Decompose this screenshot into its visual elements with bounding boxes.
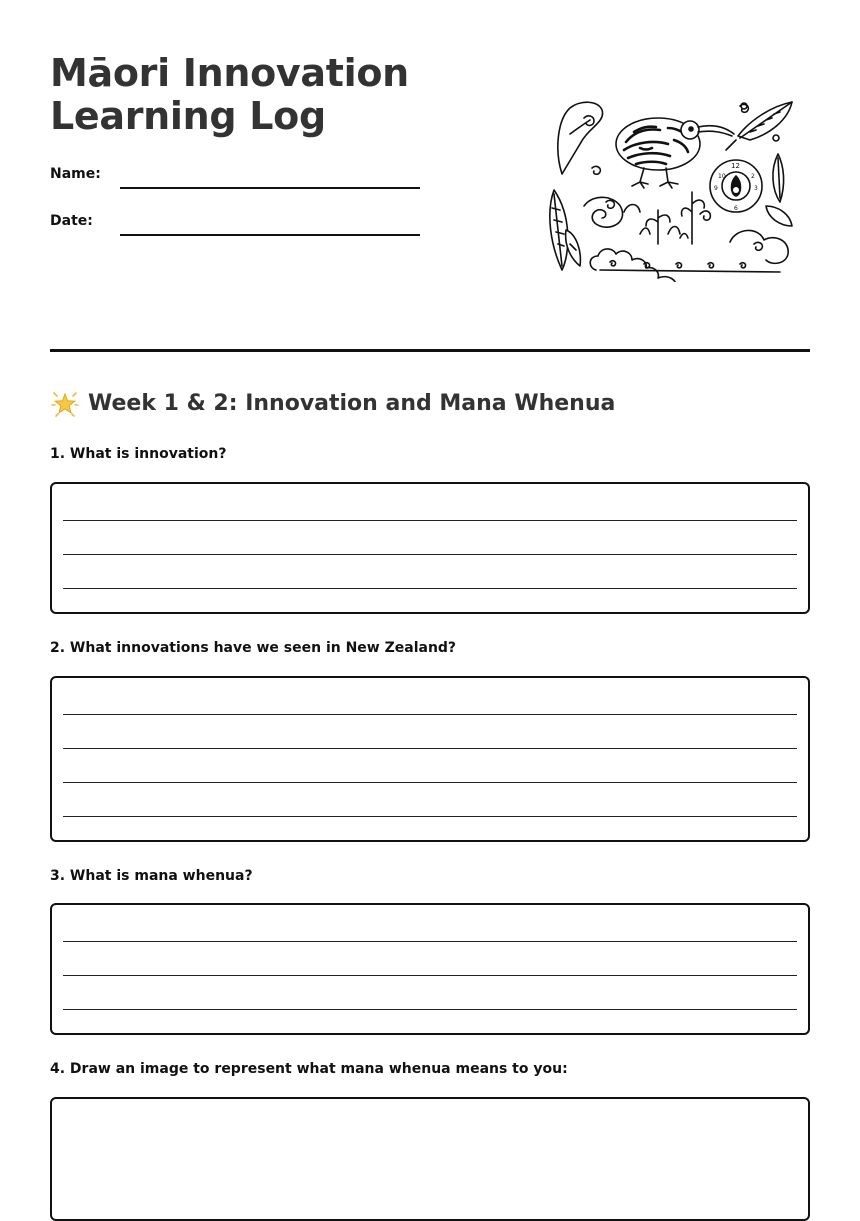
glowing-star-icon bbox=[50, 389, 80, 419]
answer-box-2[interactable] bbox=[50, 676, 810, 842]
maori-kiwi-doodle-illustration-icon bbox=[540, 94, 796, 282]
date-field-line[interactable] bbox=[120, 234, 420, 236]
question-4: 4. Draw an image to represent what mana whenua means to you: bbox=[50, 1061, 568, 1077]
header-divider bbox=[50, 349, 810, 352]
title-line-2: Learning Log bbox=[50, 94, 326, 138]
date-label: Date: bbox=[50, 213, 93, 229]
name-label: Name: bbox=[50, 166, 101, 182]
writing-line bbox=[63, 782, 797, 783]
name-field-line[interactable] bbox=[120, 187, 420, 189]
page-title bbox=[50, 52, 409, 138]
writing-line bbox=[63, 941, 797, 942]
question-3: 3. What is mana whenua? bbox=[50, 868, 253, 884]
svg-text:6: 6 bbox=[734, 205, 738, 212]
svg-text:12: 12 bbox=[731, 162, 740, 170]
section-heading bbox=[50, 388, 615, 420]
writing-line bbox=[63, 1009, 797, 1010]
title-line-1: Māori Innovation bbox=[50, 51, 409, 95]
question-2: 2. What innovations have we seen in New Zealand? bbox=[50, 640, 457, 656]
svg-text:10: 10 bbox=[718, 173, 726, 180]
svg-text:9: 9 bbox=[714, 185, 718, 192]
writing-line bbox=[63, 975, 797, 976]
answer-box-3[interactable] bbox=[50, 903, 810, 1035]
svg-text:3: 3 bbox=[754, 185, 758, 192]
writing-line bbox=[63, 714, 797, 715]
answer-box-1[interactable] bbox=[50, 482, 810, 614]
section-heading-text: Week 1 & 2: Innovation and Mana Whenua bbox=[88, 391, 616, 416]
svg-text:2: 2 bbox=[751, 173, 755, 180]
writing-line bbox=[63, 588, 797, 589]
writing-line bbox=[63, 748, 797, 749]
drawing-box[interactable] bbox=[50, 1097, 810, 1221]
writing-line bbox=[63, 520, 797, 521]
writing-line bbox=[63, 816, 797, 817]
question-1: 1. What is innovation? bbox=[50, 446, 227, 462]
writing-line bbox=[63, 554, 797, 555]
